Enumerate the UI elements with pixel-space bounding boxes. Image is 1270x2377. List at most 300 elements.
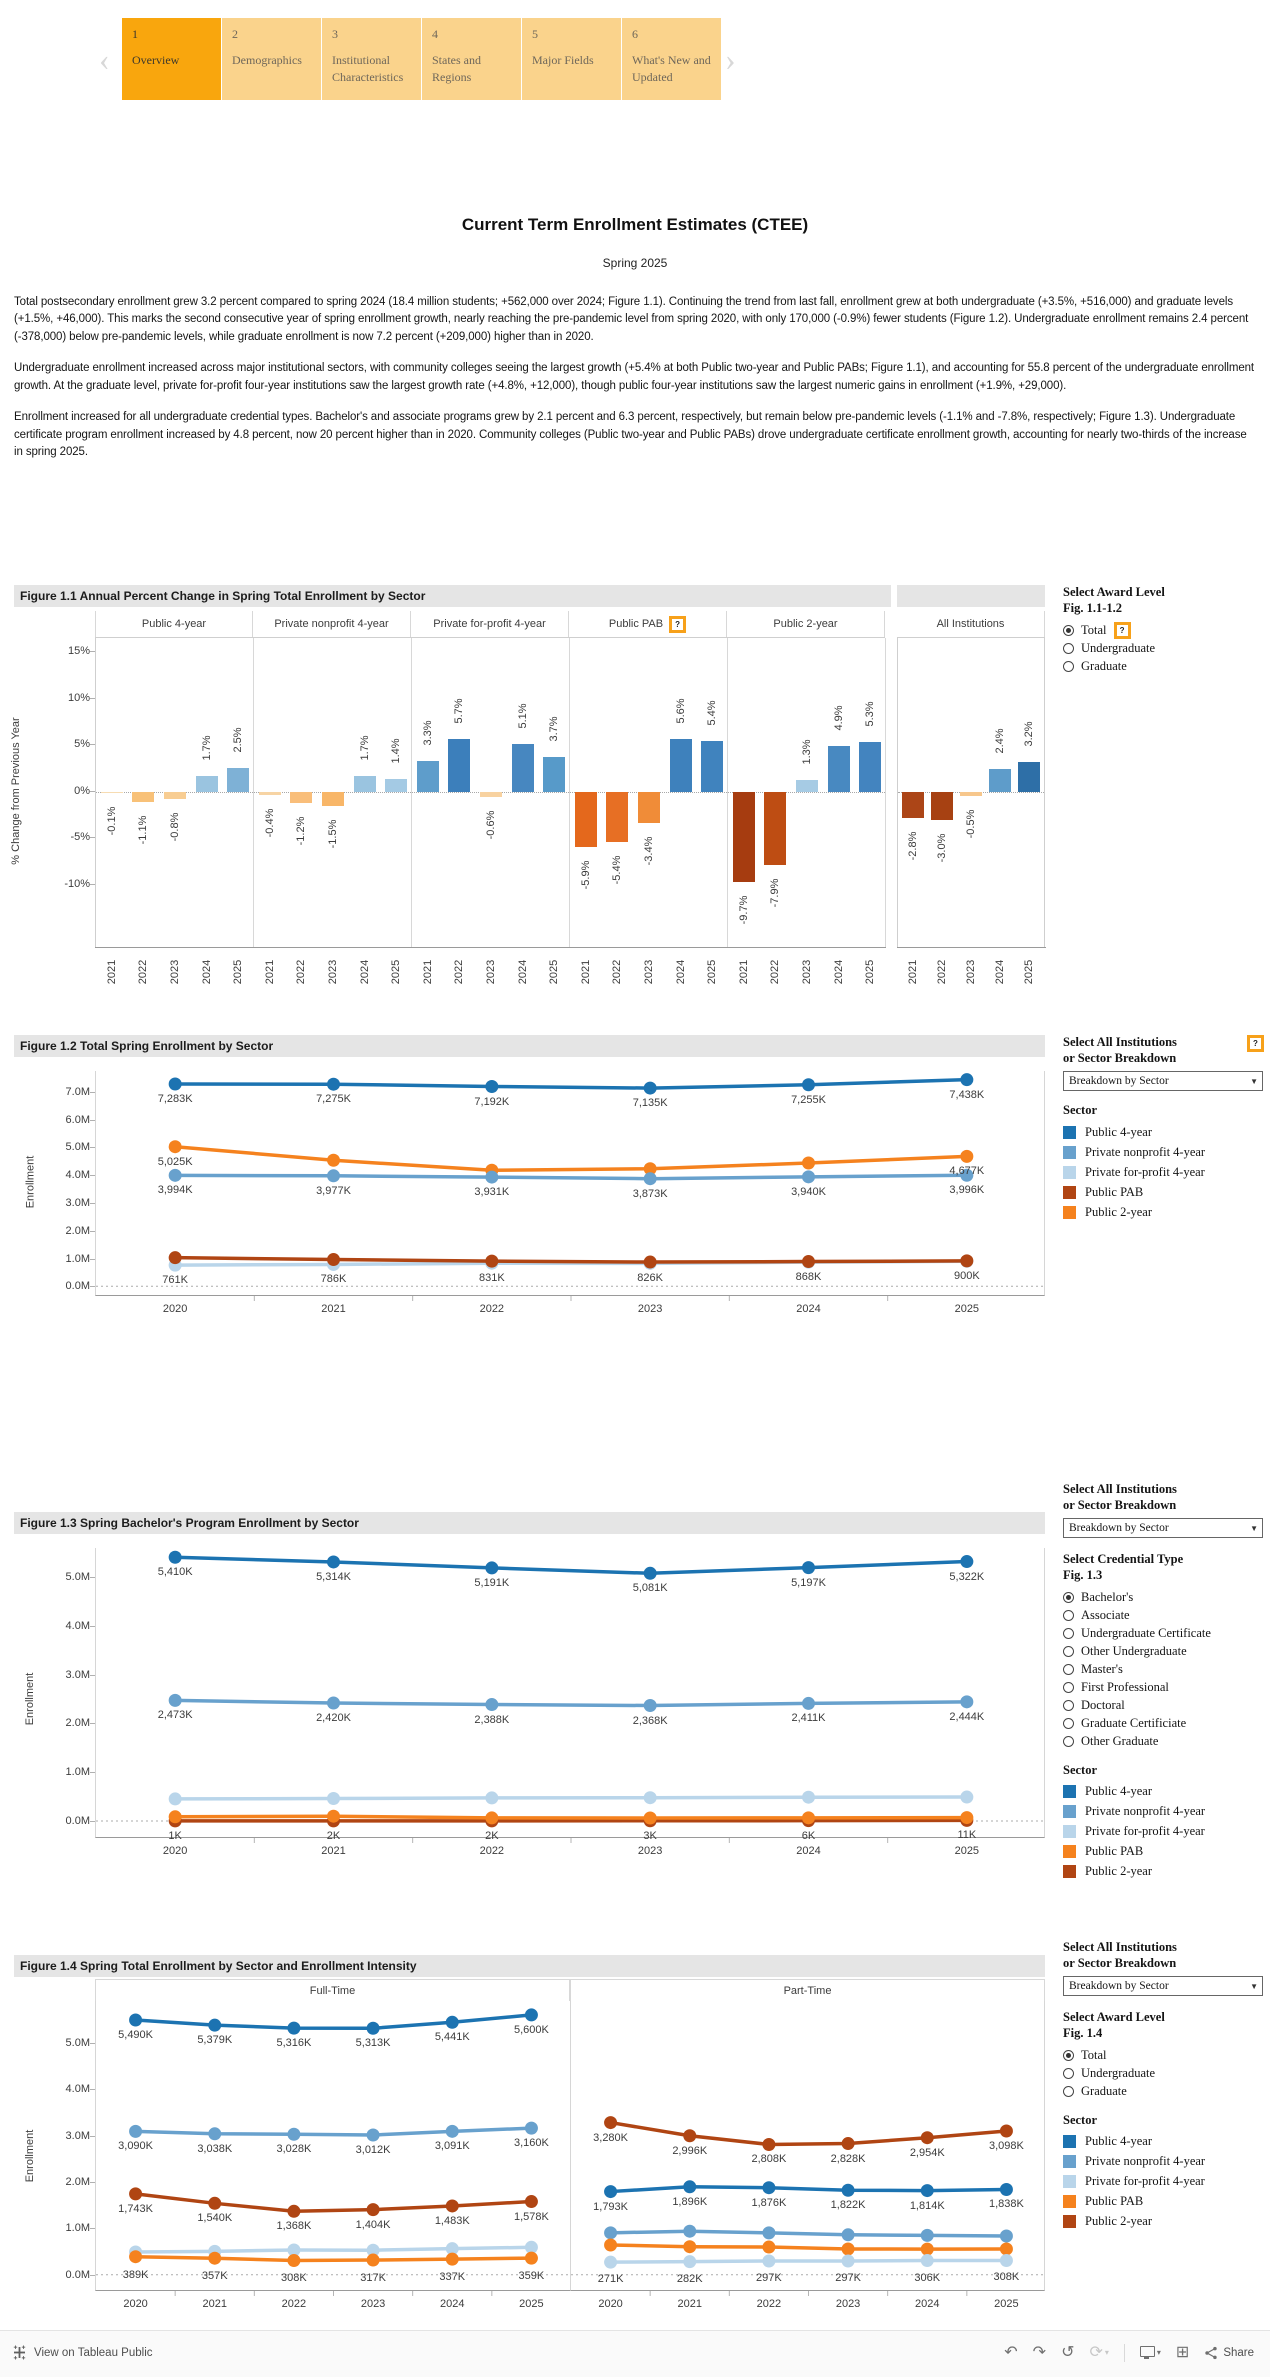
y-tick-mark	[90, 744, 95, 745]
point-public-4-year[interactable]	[644, 1567, 657, 1580]
legend-item-public-pab[interactable]	[1063, 1842, 1268, 1862]
legend-swatch	[1063, 1126, 1076, 1139]
radio-label: Total	[1081, 2048, 1107, 2062]
line-private-nonprofit-4-year[interactable]	[175, 1700, 967, 1705]
line-private-for-profit-4-year[interactable]	[611, 2260, 1007, 2262]
x-tick-label: 2021	[737, 959, 750, 985]
undo-icon[interactable]: ↶	[1004, 2344, 1018, 2361]
point-private-for-profit-4-year[interactable]	[1000, 2254, 1013, 2267]
y-tick-mark	[90, 1231, 95, 1232]
data-point-label: 389K	[122, 2268, 149, 2281]
point-public-pab[interactable]	[802, 1811, 815, 1824]
point-private-nonprofit-4-year[interactable]	[208, 2127, 221, 2140]
line-public-pab[interactable]	[611, 2245, 1007, 2249]
point-private-for-profit-4-year[interactable]	[960, 1791, 973, 1804]
fig13-controls	[1063, 1482, 1268, 1882]
radio-button[interactable]	[1063, 1682, 1074, 1693]
y-tick-mark	[90, 2089, 95, 2090]
point-public-2-year[interactable]	[129, 2187, 142, 2200]
y-tick-mark	[90, 1259, 95, 1260]
point-public-pab[interactable]	[327, 1810, 340, 1823]
data-point-label: 1,896K	[672, 2195, 708, 2208]
help-icon[interactable]	[669, 616, 686, 633]
tab-overview[interactable]	[122, 18, 221, 100]
line-private-nonprofit-4-year[interactable]	[136, 2128, 532, 2135]
radio-bachelor-s[interactable]	[1063, 1589, 1268, 1607]
point-public-4-year[interactable]	[960, 1555, 973, 1568]
point-public-2-year[interactable]	[367, 2203, 380, 2216]
share-button[interactable]	[1204, 2341, 1254, 2365]
data-point-label: 5,313K	[355, 2037, 391, 2050]
summary-text	[14, 294, 1256, 476]
point-private-nonprofit-4-year[interactable]	[1000, 2229, 1013, 2242]
point-public-pab[interactable]	[485, 1811, 498, 1824]
point-public-4-year[interactable]	[485, 1561, 498, 1574]
point-public-pab[interactable]	[367, 2254, 380, 2267]
point-private-nonprofit-4-year[interactable]	[446, 2125, 459, 2138]
data-point-label: 357K	[201, 2270, 228, 2283]
bar-public-pab-2021[interactable]	[575, 792, 597, 847]
radio-label: Graduate Certificiate	[1081, 1716, 1187, 1730]
point-public-pab[interactable]	[960, 1811, 973, 1824]
legend-label: Private for-profit 4-year	[1085, 1164, 1205, 1179]
radio-graduate-certificiate[interactable]	[1063, 1715, 1268, 1733]
radio-button[interactable]	[1063, 2086, 1074, 2097]
point-public-pab[interactable]	[644, 1812, 657, 1825]
radio-button[interactable]	[1063, 661, 1074, 672]
line-public-pab[interactable]	[175, 1258, 967, 1262]
point-public-pab[interactable]	[208, 2252, 221, 2265]
download-icon[interactable]	[1140, 2341, 1161, 2365]
point-public-4-year[interactable]	[169, 1077, 182, 1090]
bar-value-label: 3.2%	[1023, 721, 1036, 747]
legend-label: Public 2-year	[1085, 1864, 1152, 1878]
data-point-label: 5,600K	[513, 2023, 549, 2036]
point-public-2-year[interactable]	[960, 1150, 973, 1163]
point-public-4-year[interactable]	[1000, 2183, 1013, 2196]
point-public-2-year[interactable]	[683, 2129, 696, 2142]
bar-value-label: -0.5%	[965, 809, 977, 839]
tab-number: 6	[632, 27, 638, 41]
point-private-for-profit-4-year[interactable]	[327, 1792, 340, 1805]
line-public-4-year[interactable]	[175, 1080, 967, 1088]
data-point-label: 3K	[643, 1829, 657, 1842]
line-public-2-year[interactable]	[611, 2123, 1007, 2145]
point-public-2-year[interactable]	[169, 1140, 182, 1153]
data-point-label: 5,197K	[791, 1576, 826, 1589]
radio-other-undergraduate[interactable]	[1063, 1643, 1268, 1661]
bar-value-label: -7.9%	[769, 878, 782, 908]
point-public-4-year[interactable]	[485, 1080, 498, 1093]
radio-doctoral[interactable]	[1063, 1697, 1268, 1715]
radio-graduate[interactable]	[1063, 657, 1268, 675]
help-icon[interactable]: ?	[1247, 1035, 1264, 1052]
point-public-4-year[interactable]	[129, 2014, 142, 2027]
legend-swatch	[1063, 1805, 1076, 1818]
point-public-pab[interactable]	[921, 2243, 934, 2256]
tab-institutional-characteristics[interactable]	[322, 18, 421, 100]
sector-header-label: Public PAB	[608, 618, 664, 630]
radio-label: Master's	[1081, 1662, 1123, 1676]
point-public-pab[interactable]	[683, 2240, 696, 2253]
point-public-pab[interactable]	[485, 1255, 498, 1268]
point-public-4-year[interactable]	[169, 1551, 182, 1564]
point-public-pab[interactable]	[129, 2250, 142, 2263]
help-icon[interactable]	[1114, 622, 1131, 639]
point-public-4-year[interactable]	[525, 2008, 538, 2021]
y-tick-label: 4.0M	[65, 2083, 90, 2096]
sector-header-label: Private for-profit 4-year	[433, 618, 546, 630]
legend-swatch	[1063, 1186, 1076, 1199]
x-tick-label: 2021	[579, 959, 592, 985]
radio-button[interactable]	[1063, 1628, 1074, 1639]
x-tick-label: 2021	[321, 1303, 346, 1315]
point-private-nonprofit-4-year[interactable]	[921, 2229, 934, 2242]
point-public-2-year[interactable]	[842, 2137, 855, 2150]
y-tick-label: 0.0M	[65, 2268, 90, 2281]
point-private-nonprofit-4-year[interactable]	[327, 1696, 340, 1709]
x-tick-label: 2021	[906, 959, 919, 985]
radio-button[interactable]	[1063, 1610, 1074, 1621]
point-private-nonprofit-4-year[interactable]	[367, 2129, 380, 2142]
point-private-nonprofit-4-year[interactable]	[683, 2225, 696, 2238]
radio-button[interactable]	[1063, 1736, 1074, 1747]
y-tick-mark	[90, 1092, 95, 1093]
point-public-4-year[interactable]	[802, 1078, 815, 1091]
point-private-nonprofit-4-year[interactable]	[485, 1698, 498, 1711]
radio-button[interactable]	[1063, 1664, 1074, 1675]
bar-panel-all-institutions	[898, 638, 1044, 985]
data-point-label: 2,411K	[791, 1712, 826, 1725]
point-public-2-year[interactable]	[762, 2138, 775, 2151]
x-tick-label: 2023	[637, 1303, 663, 1315]
line-private-for-profit-4-year[interactable]	[175, 1797, 967, 1799]
bar-value-label: -3.4%	[643, 836, 655, 866]
x-tick-label: 2023	[965, 959, 977, 985]
point-private-for-profit-4-year[interactable]	[762, 2254, 775, 2267]
tab-what-s-new-and-updated[interactable]	[622, 18, 721, 100]
legend-item-public-4-year[interactable]	[1063, 1122, 1268, 1142]
sector-header-label: All Institutions	[936, 618, 1005, 630]
point-public-pab[interactable]	[960, 1254, 973, 1267]
point-public-pab[interactable]	[604, 2239, 617, 2252]
bar-value-label: -0.8%	[169, 812, 181, 842]
point-private-nonprofit-4-year[interactable]	[802, 1697, 815, 1710]
radio-master-s[interactable]	[1063, 1661, 1268, 1679]
point-private-for-profit-4-year[interactable]	[842, 2254, 855, 2267]
point-public-pab[interactable]	[644, 1256, 657, 1269]
radio-graduate[interactable]	[1063, 2083, 1268, 2101]
bar-value-label: 1.4%	[390, 738, 403, 764]
point-public-pab[interactable]	[327, 1253, 340, 1266]
data-point-label: 2,808K	[751, 2153, 787, 2166]
radio-total[interactable]	[1063, 2047, 1268, 2065]
radio-first-professional[interactable]	[1063, 1679, 1268, 1697]
point-private-nonprofit-4-year[interactable]	[644, 1699, 657, 1712]
point-public-4-year[interactable]	[446, 2016, 459, 2029]
legend-swatch	[1063, 1825, 1076, 1838]
bar-public-2-year-2025[interactable]	[859, 742, 881, 791]
data-point-label: 7,192K	[474, 1095, 510, 1108]
tab-states-and-regions[interactable]	[422, 18, 521, 100]
y-tick-label: 1.0M	[65, 1766, 90, 1779]
y-tick-mark	[90, 2043, 95, 2044]
line-public-4-year[interactable]	[175, 1557, 967, 1573]
y-tick-label: -10%	[64, 877, 90, 890]
bar-value-label: -1.2%	[295, 816, 308, 846]
point-public-2-year[interactable]	[604, 2116, 617, 2129]
data-point-label: 1,814K	[909, 2199, 945, 2212]
x-tick-label: 2024	[796, 1303, 821, 1315]
sector-header-all-institutions	[897, 611, 1045, 637]
data-point-label: 3,028K	[276, 2143, 312, 2156]
legend-item-public-2-year[interactable]	[1063, 1862, 1268, 1882]
point-private-nonprofit-4-year[interactable]	[802, 1170, 815, 1183]
toolbar-divider	[1124, 2344, 1125, 2362]
figure-1-3	[0, 1482, 1270, 1912]
data-point-label: 1,793K	[593, 2200, 629, 2213]
fullscreen-icon[interactable]: ⊞	[1175, 2344, 1190, 2361]
data-point-label: 1,540K	[197, 2212, 233, 2225]
point-private-nonprofit-4-year[interactable]	[842, 2228, 855, 2241]
point-public-2-year[interactable]	[1000, 2125, 1013, 2138]
point-public-4-year[interactable]	[762, 2181, 775, 2194]
sector-header-public-pab	[569, 611, 727, 637]
point-private-nonprofit-4-year[interactable]	[327, 1169, 340, 1182]
radio-button[interactable]	[1063, 625, 1074, 636]
point-public-2-year[interactable]	[287, 2205, 300, 2218]
point-public-pab[interactable]	[169, 1251, 182, 1264]
y-tick-label: 10%	[67, 691, 90, 704]
redo-icon[interactable]: ↷	[1032, 2344, 1047, 2361]
point-private-nonprofit-4-year[interactable]	[485, 1171, 498, 1184]
legend-item-private-nonprofit-4-year[interactable]	[1063, 1142, 1268, 1162]
line-public-4-year[interactable]	[611, 2187, 1007, 2192]
y-tick-label: 2.0M	[65, 1717, 90, 1730]
radio-label: Graduate	[1081, 2084, 1127, 2098]
point-public-pab[interactable]	[1000, 2242, 1013, 2255]
legend-item-private-nonprofit-4-year[interactable]	[1063, 2152, 1268, 2172]
data-point-label: 5,316K	[276, 2037, 312, 2050]
radio-other-graduate[interactable]	[1063, 1733, 1268, 1751]
radio-button[interactable]	[1063, 643, 1074, 654]
point-private-nonprofit-4-year[interactable]	[525, 2122, 538, 2135]
legend-item-private-nonprofit-4-year[interactable]	[1063, 1802, 1268, 1822]
point-public-pab[interactable]	[762, 2241, 775, 2254]
data-point-label: 5,314K	[316, 1570, 351, 1583]
tab-number: 3	[332, 27, 338, 41]
x-tick-label: 2022	[479, 1303, 505, 1315]
bar-private-for-profit-4-year-2024[interactable]	[512, 744, 534, 791]
point-private-for-profit-4-year[interactable]	[683, 2255, 696, 2268]
point-private-nonprofit-4-year[interactable]	[644, 1172, 657, 1185]
legend-label: Public PAB	[1085, 1184, 1144, 1199]
y-tick-label: 6.0M	[65, 1113, 90, 1126]
bar-value-label: -5.4%	[611, 855, 624, 885]
point-public-pab[interactable]	[446, 2253, 459, 2266]
bar-panel-private-nonprofit-4-year	[254, 638, 412, 985]
tab-major-fields[interactable]	[522, 18, 621, 100]
breakdown-title: Select All Institutions or Sector Breakdown	[1063, 1482, 1177, 1512]
point-public-4-year[interactable]	[644, 1082, 657, 1095]
sector-header-public-4-year	[95, 611, 253, 637]
legend-item-private-for-profit-4-year[interactable]	[1063, 1162, 1268, 1182]
credential-type-title: Select Credential Type Fig. 1.3	[1063, 1552, 1184, 1582]
line-public-2-year[interactable]	[175, 1147, 967, 1171]
legend-item-public-2-year[interactable]	[1063, 2212, 1268, 2232]
bar-public-pab-2025[interactable]	[701, 741, 723, 791]
legend-item-private-for-profit-4-year[interactable]	[1063, 2172, 1268, 2192]
data-point-label: 3,090K	[118, 2140, 154, 2153]
data-point-label: 3,977K	[316, 1184, 351, 1197]
view-on-tableau-public[interactable]	[12, 2345, 153, 2360]
point-public-4-year[interactable]	[367, 2022, 380, 2035]
tab-label: Institutional Characteristics	[332, 53, 404, 85]
legend-item-public-4-year[interactable]	[1063, 2132, 1268, 2152]
data-point-label: 6K	[801, 1829, 816, 1842]
point-private-for-profit-4-year[interactable]	[802, 1791, 815, 1804]
figure-1-1	[0, 585, 1270, 1005]
point-public-pab[interactable]	[525, 2252, 538, 2265]
tableau-logo-icon	[12, 2345, 27, 2360]
point-public-2-year[interactable]	[327, 1154, 340, 1167]
point-public-4-year[interactable]	[287, 2022, 300, 2035]
bar-panel-private-for-profit-4-year	[412, 638, 570, 985]
point-private-nonprofit-4-year[interactable]	[169, 1169, 182, 1182]
radio-undergraduate[interactable]	[1063, 639, 1268, 657]
line-plot-part-time	[570, 2001, 1045, 2310]
radio-button[interactable]	[1063, 2050, 1074, 2061]
radio-total[interactable]	[1063, 621, 1268, 639]
legend-item-public-pab[interactable]	[1063, 2192, 1268, 2212]
sector-header-private-nonprofit-4-year	[253, 611, 411, 637]
help-glyph: ?	[1117, 625, 1128, 636]
data-point-label: 868K	[795, 1271, 822, 1284]
point-private-for-profit-4-year[interactable]	[921, 2254, 934, 2267]
bar-value-label: -1.1%	[137, 815, 150, 845]
y-axis-title: Enrollment	[24, 1155, 37, 1209]
point-public-2-year[interactable]	[208, 2197, 221, 2210]
point-public-pab[interactable]	[842, 2243, 855, 2256]
x-tick-label: 2024	[200, 959, 213, 985]
radio-label: Undergraduate Certificate	[1081, 1626, 1211, 1640]
point-public-2-year[interactable]	[446, 2199, 459, 2212]
help-glyph: ?	[672, 619, 683, 630]
point-public-4-year[interactable]	[802, 1561, 815, 1574]
legend-label: Public 4-year	[1085, 2134, 1152, 2148]
radio-button[interactable]	[1063, 1592, 1074, 1603]
point-public-pab[interactable]	[287, 2254, 300, 2267]
point-private-nonprofit-4-year[interactable]	[129, 2125, 142, 2138]
radio-button[interactable]	[1063, 1700, 1074, 1711]
point-public-4-year[interactable]	[208, 2019, 221, 2032]
legend-swatch	[1063, 2195, 1076, 2208]
radio-button[interactable]	[1063, 1718, 1074, 1729]
point-public-2-year[interactable]	[921, 2131, 934, 2144]
sector-header-public-2-year	[727, 611, 885, 637]
x-tick-label: 2020	[598, 2298, 623, 2310]
prev-story-chevron[interactable]: ‹	[99, 41, 110, 77]
radio-button[interactable]	[1063, 2068, 1074, 2079]
line-private-nonprofit-4-year[interactable]	[611, 2231, 1007, 2236]
point-public-2-year[interactable]	[525, 2195, 538, 2208]
bar-public-2-year-2022[interactable]	[764, 792, 786, 866]
line-private-nonprofit-4-year[interactable]	[175, 1175, 967, 1178]
point-public-4-year[interactable]	[921, 2184, 934, 2197]
x-tick-label: 2022	[611, 959, 624, 985]
point-private-nonprofit-4-year[interactable]	[762, 2226, 775, 2239]
tab-label: Major Fields	[532, 53, 594, 67]
point-public-4-year[interactable]	[327, 1555, 340, 1568]
line-public-4-year[interactable]	[136, 2015, 532, 2028]
legend-item-public-pab[interactable]	[1063, 1182, 1268, 1202]
point-private-for-profit-4-year[interactable]	[644, 1791, 657, 1804]
point-public-4-year[interactable]	[327, 1078, 340, 1091]
bar-value-label: 4.9%	[832, 705, 845, 731]
point-private-nonprofit-4-year[interactable]	[287, 2128, 300, 2141]
point-public-pab[interactable]	[169, 1810, 182, 1823]
refresh-icon[interactable]: ⟳ ▾	[1089, 2341, 1108, 2365]
y-tick-label: 4.0M	[65, 1169, 90, 1182]
point-private-for-profit-4-year[interactable]	[169, 1792, 182, 1805]
tab-number: 2	[232, 27, 238, 41]
x-tick-label: 2024	[674, 959, 687, 985]
breakdown-dropdown[interactable]: Breakdown by Sector ▼	[1063, 1976, 1263, 1996]
breakdown-dropdown[interactable]: Breakdown by Sector ▼	[1063, 1518, 1263, 1538]
bar-public-2-year-2021[interactable]	[733, 792, 755, 882]
radio-button[interactable]	[1063, 1646, 1074, 1657]
point-public-4-year[interactable]	[842, 2184, 855, 2197]
legend-item-public-4-year[interactable]	[1063, 1782, 1268, 1802]
x-tick-label: 2020	[123, 2298, 148, 2310]
bar-public-pab-2024[interactable]	[670, 739, 692, 791]
point-private-nonprofit-4-year[interactable]	[604, 2226, 617, 2239]
x-tick-label: 2021	[202, 2298, 227, 2310]
x-tick-label: 2024	[358, 959, 371, 985]
point-private-for-profit-4-year[interactable]	[485, 1791, 498, 1804]
point-public-4-year[interactable]	[604, 2185, 617, 2198]
point-private-nonprofit-4-year[interactable]	[169, 1694, 182, 1707]
point-public-4-year[interactable]	[960, 1073, 973, 1086]
next-story-chevron[interactable]: ›	[725, 41, 736, 77]
x-tick-label: 2025	[1023, 959, 1036, 985]
legend-swatch	[1063, 2155, 1076, 2168]
point-public-pab[interactable]	[802, 1255, 815, 1268]
reset-icon[interactable]: ↺	[1061, 2344, 1075, 2361]
legend-title: Sector	[1063, 1762, 1098, 1777]
breakdown-dropdown[interactable]: Breakdown by Sector ▼	[1063, 1071, 1263, 1091]
legend-item-private-for-profit-4-year[interactable]	[1063, 1822, 1268, 1842]
legend-swatch	[1063, 1146, 1076, 1159]
data-point-label: 5,410K	[157, 1566, 193, 1579]
data-point-label: 5,490K	[118, 2029, 154, 2042]
point-public-2-year[interactable]	[802, 1157, 815, 1170]
x-tick-label: 2025	[706, 959, 719, 985]
line-public-2-year[interactable]	[136, 2194, 532, 2211]
line-public-pab[interactable]	[136, 2257, 532, 2261]
radio-undergraduate-certificate[interactable]	[1063, 1625, 1268, 1643]
point-private-nonprofit-4-year[interactable]	[960, 1695, 973, 1708]
line-public-pab[interactable]	[175, 1816, 967, 1818]
point-public-4-year[interactable]	[683, 2180, 696, 2193]
line-private-for-profit-4-year[interactable]	[136, 2247, 532, 2252]
tab-demographics[interactable]	[222, 18, 321, 100]
point-private-for-profit-4-year[interactable]	[604, 2256, 617, 2269]
radio-undergraduate[interactable]	[1063, 2065, 1268, 2083]
bar-private-for-profit-4-year-2022[interactable]	[448, 739, 470, 792]
radio-associate[interactable]	[1063, 1607, 1268, 1625]
legend-item-public-2-year[interactable]	[1063, 1202, 1268, 1222]
